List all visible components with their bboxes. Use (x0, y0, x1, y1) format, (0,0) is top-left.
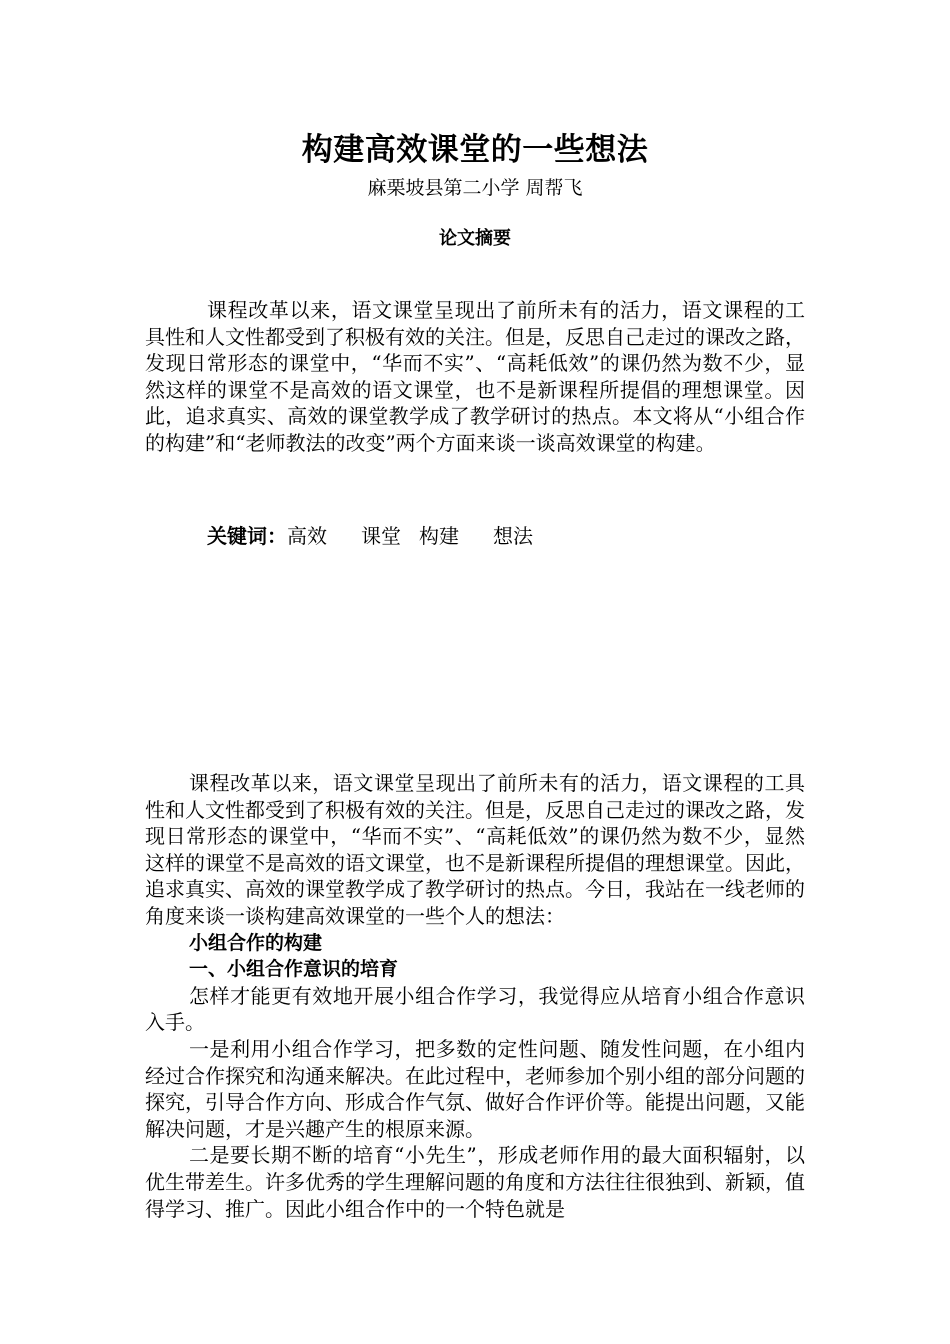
intro-paragraph: 课程改革以来，语文课堂呈现出了前所未有的活力，语文课程的工具性和人文性都受到了积极有效的关注。但是，反思自己走过的课改之路，发现日常形态的课堂中，“华而不实”、“高耗低效”的课仍然为数不少，显然这样的课堂不是高效的语文课堂，也不是新课程所提倡的理想课堂。因此，追求真实、高效的课堂教学成了教学研讨的热点。今日，我站在一线老师的角度来谈一谈构建高效课堂的一些个人的想法： (145, 771, 805, 928)
subsection-heading: 一、小组合作意识的培育 (189, 958, 399, 981)
keyword: 高效 (287, 524, 327, 548)
document-title: 构建高效课堂的一些想法 (301, 132, 649, 168)
keyword: 想法 (493, 524, 533, 548)
keyword: 构建 (419, 524, 459, 548)
abstract-heading: 论文摘要 (439, 228, 511, 249)
body-paragraph: 怎样才能更有效地开展小组合作学习，我觉得应从培育小组合作意识入手。 (145, 983, 805, 1035)
section-heading: 小组合作的构建 (189, 931, 323, 954)
body-paragraph: 一是利用小组合作学习，把多数的定性问题、随发性问题，在小组内经过合作探究和沟通来解决。在此过程中，老师参加个别小组的部分问题的探究，引导合作方向、形成合作气氛、做好合作评价等。能提出问题，又能解决问题，才是兴趣产生的根原来源。 (145, 1036, 805, 1141)
abstract-paragraph: 课程改革以来，语文课堂呈现出了前所未有的活力，语文课程的工具性和人文性都受到了积极有效的关注。但是，反思自己走过的课改之路，发现日常形态的课堂中，“华而不实”、“高耗低效”的课仍然为数不少，显然这样的课堂不是高效的语文课堂，也不是新课程所提倡的理想课堂。因此，追求真实、高效的课堂教学成了教学研讨的热点。本文将从“小组合作的构建”和“老师教法的改变”两个方面来谈一谈高效课堂的构建。 (145, 298, 805, 455)
keywords-label: 关键词： (207, 524, 287, 548)
author-line: 麻栗坡县第二小学 周帮飞 (367, 177, 583, 199)
document-body (145, 770, 805, 1222)
keyword: 课堂 (361, 524, 401, 548)
body-paragraph: 二是要长期不断的培育“小先生”，形成老师作用的最大面积辐射，以优生带差生。许多优秀的学生理解问题的角度和方法往往很独到、新颖，值得学习、推广。因此小组合作中的一个特色就是 (145, 1143, 805, 1221)
keywords-line (207, 523, 533, 549)
